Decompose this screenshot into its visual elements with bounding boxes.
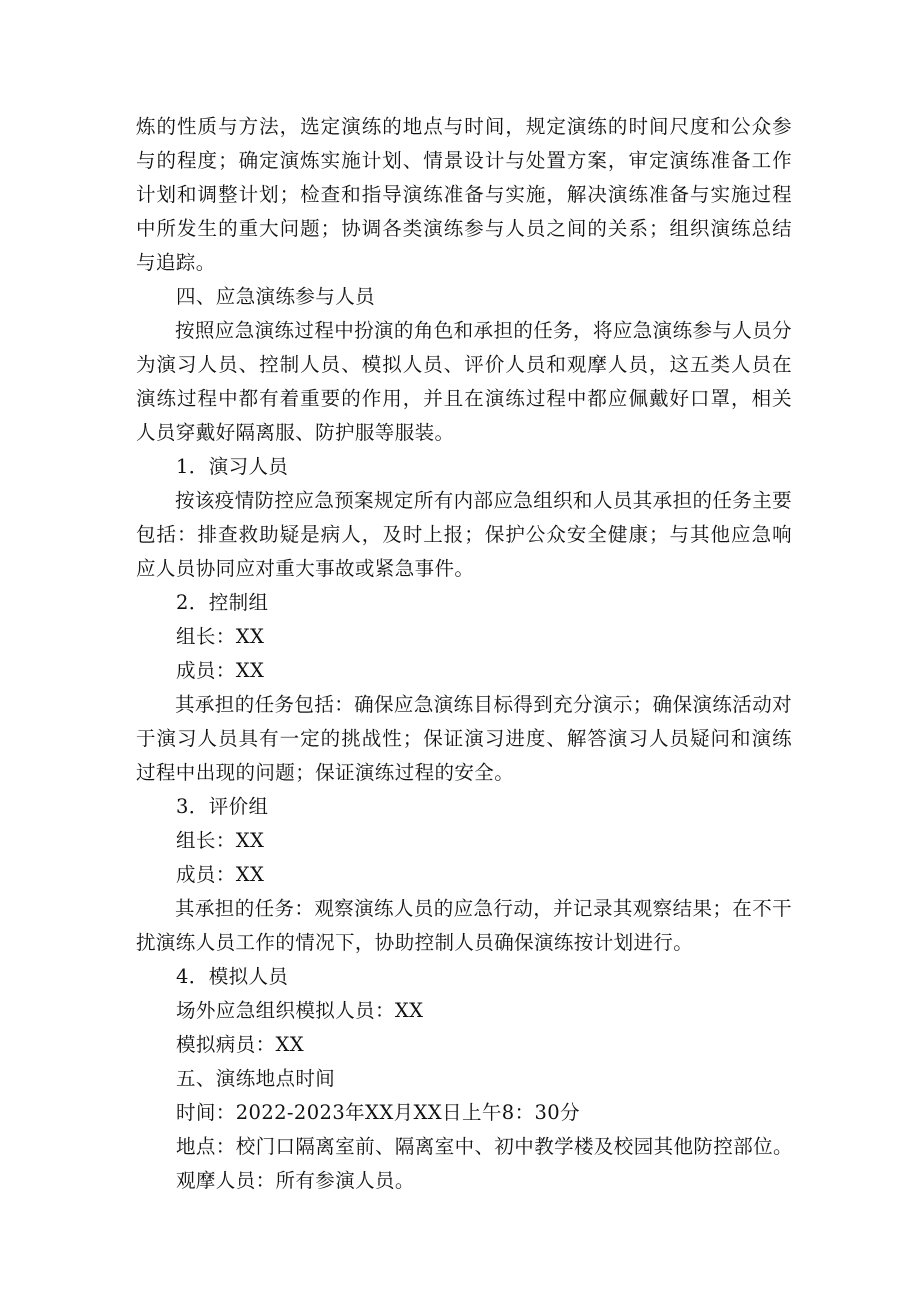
item-2-heading: 2．控制组 bbox=[176, 591, 269, 614]
section-4-paragraph: 按照应急演练过程中扮演的角色和承担的任务，将应急演练参与人员分为演习人员、控制人员、模拟人员、评价人员和观摩人员，这五类人员在演练过程中都有着重要的作用，并且在演练过程中都应佩戴好口罩，相关人员穿戴好隔离服、防护服等服装。 bbox=[136, 319, 792, 444]
item-1-paragraph: 按该疫情防控应急预案规定所有内部应急组织和人员其承担的任务主要包括：排查救助疑是病人，及时上报；保护公众安全健康；与其他应急响应人员协同应对重大事故或紧急事件。 bbox=[136, 489, 792, 580]
drill-observers: 观摩人员：所有参演人员。 bbox=[176, 1169, 415, 1192]
drill-time: 时间：2022-2023年XX月XX日上午8：30分 bbox=[176, 1101, 580, 1124]
item-3-members: 成员：XX bbox=[176, 863, 265, 886]
item-2-leader: 组长：XX bbox=[176, 625, 265, 648]
item-3-heading: 3．评价组 bbox=[176, 795, 269, 818]
document-page bbox=[136, 110, 792, 1198]
item-2-members: 成员：XX bbox=[176, 659, 265, 682]
item-1-heading: 1．演习人员 bbox=[176, 455, 289, 478]
section-4-heading: 四、应急演练参与人员 bbox=[176, 285, 376, 308]
item-4-simulated-patients: 模拟病员：XX bbox=[176, 1033, 305, 1056]
section-5-heading: 五、演练地点时间 bbox=[176, 1067, 336, 1090]
item-3-leader: 组长：XX bbox=[176, 829, 265, 852]
item-4-heading: 4．模拟人员 bbox=[176, 965, 289, 988]
item-2-paragraph: 其承担的任务包括：确保应急演练目标得到充分演示；确保演练活动对于演习人员具有一定的挑战性；保证演习进度、解答演习人员疑问和演练过程中出现的问题；保证演练过程的安全。 bbox=[136, 693, 792, 784]
intro-paragraph: 炼的性质与方法，选定演练的地点与时间，规定演练的时间尺度和公众参与的程度；确定演炼实施计划、情景设计与处置方案，审定演练准备工作计划和调整计划；检查和指导演练准备与实施，解决演练准备与实施过程中所发生的重大问题；协调各类演练参与人员之间的关系；组织演练总结与追踪。 bbox=[136, 115, 792, 274]
item-3-paragraph: 其承担的任务：观察演练人员的应急行动，并记录其观察结果；在不干扰演练人员工作的情况下，协助控制人员确保演练按计划进行。 bbox=[136, 897, 792, 954]
item-4-outside-simulators: 场外应急组织模拟人员：XX bbox=[176, 999, 424, 1022]
drill-location: 地点：校门口隔离室前、隔离室中、初中教学楼及校园其他防控部位。 bbox=[176, 1135, 793, 1158]
